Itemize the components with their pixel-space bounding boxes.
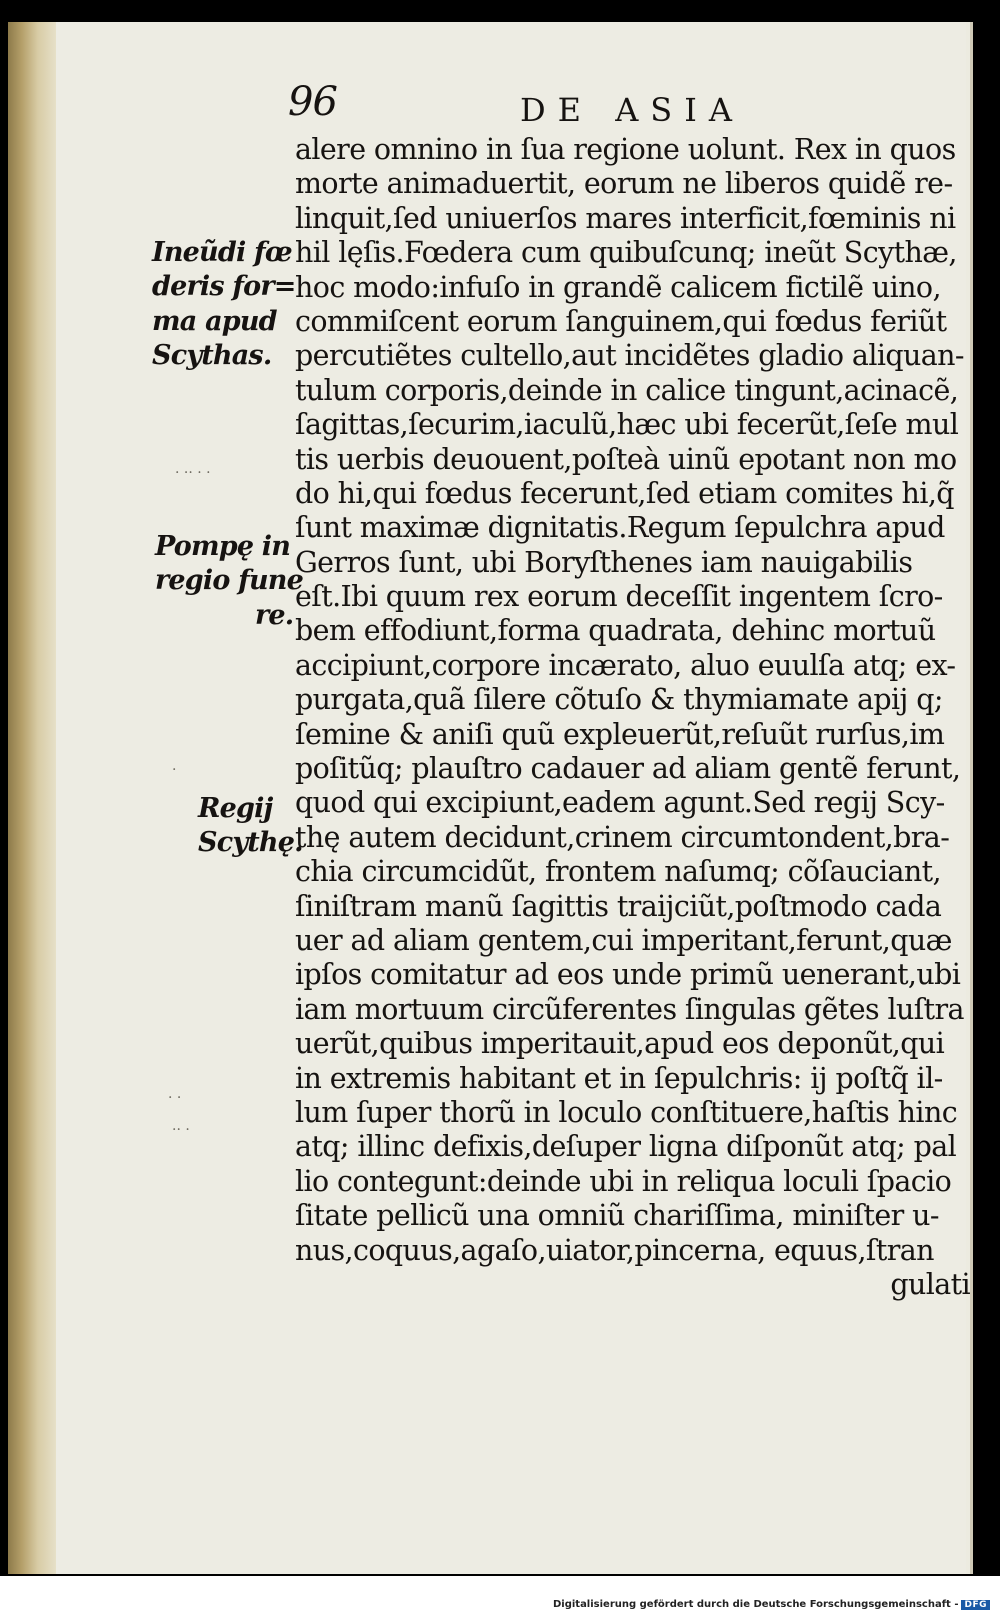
text-line: quod qui excipiunt,eadem agunt.Sed regij Scy-: [295, 786, 945, 820]
text-line: commiſcent eorum ſanguinem,qui fœdus feriũt: [295, 304, 947, 338]
text-line: accipiunt,corpore incærato, aluo euulſa atq; ex-: [295, 648, 956, 682]
text-line: thę autem decidunt,crinem circumtondent,bra-: [295, 820, 950, 854]
text-line: ſagittas,ſecurim,iaculũ,hæc ubi fecerũt,ſeſe mul: [295, 408, 959, 442]
text-line: tulum corporis,deinde in calice tingunt,acinacẽ,: [295, 373, 959, 407]
text-line: lio contegunt:deinde ubi in reliqua loculi ſpacio: [295, 1164, 952, 1198]
text-line: ſunt maximæ dignitatis.Regum ſepulchra apud: [295, 511, 945, 545]
text-line: poſitũq; plauſtro cadauer ad aliam gentẽ ferunt,: [295, 752, 961, 786]
text-line: hoc modo:infuſo in grandẽ calicem fictilẽ uino,: [295, 270, 941, 304]
text-line: Gerros ſunt, ubi Boryſthenes iam nauigabilis: [295, 545, 913, 579]
text-line: hil lęſis.Fœdera cum quibuſcunq; ineũt Scythæ,: [295, 236, 957, 270]
text-line: ſitate pellicũ una omniũ chariſſima, miniſter u-: [295, 1199, 939, 1233]
digitization-credit: [553, 1599, 990, 1610]
text-line: uerũt,quibus imperitauit,apud eos deponũt,qui: [295, 1027, 945, 1061]
margin-note-line: Regij: [198, 793, 273, 824]
text-line: atq; illinc defixis,deſuper ligna diſponũt atq; pal: [295, 1130, 957, 1164]
text-line: uer ad aliam gentem,cui imperitant,ferunt,quæ: [295, 923, 952, 957]
text-line: linquit,ſed uniuerſos mares interficit,fœminis ni: [295, 201, 956, 235]
margin-note-line: ma apud: [152, 305, 277, 337]
text-line: in extremis habitant et in ſepulchris: ij poſtq̃ il-: [295, 1061, 943, 1095]
page-number: 96: [288, 79, 337, 125]
text-line: morte animaduertit, eorum ne liberos quidẽ re-: [295, 167, 953, 201]
running-head: DE ASIA: [520, 91, 744, 129]
catchword: gulati: [890, 1267, 970, 1301]
text-line: bem effodiunt,forma quadrata, dehinc mortuũ: [295, 614, 936, 648]
ink-speck: · ·· · ·: [175, 465, 211, 481]
text-line: lum ſuper thorũ in loculo conſtituere,haſtis hinc: [295, 1095, 958, 1129]
margin-note-line: regio fune: [155, 565, 304, 597]
margin-note-line: deris for=: [152, 271, 296, 303]
ink-speck: ·: [172, 762, 177, 778]
text-line: percutiẽtes cultello,aut incidẽtes gladio aliquan-: [295, 339, 964, 373]
text-line: alere omnino in ſua regione uolunt. Rex in quos: [295, 133, 956, 166]
margin-note-treaty-form: [152, 236, 296, 374]
text-line: chia circumcidũt, frontem naſumq; cõſauciant,: [295, 855, 941, 889]
text-line: do hi,qui fœdus fecerunt,ſed etiam comites hi,q̃: [295, 476, 954, 510]
margin-note-line: Pompę in: [155, 531, 291, 562]
margin-note-line: re.: [255, 599, 294, 631]
margin-note-line: Scythę.: [198, 827, 303, 859]
text-line: iam mortuum circũferentes ſingulas gẽtes luſtra: [295, 992, 964, 1026]
body-text: [295, 133, 975, 1302]
text-line: purgata,quã ſilere cõtuſo & thymiamate apij q;: [295, 683, 943, 717]
text-line: eſt.Ibi quum rex eorum deceſſit ingentem ſcro-: [295, 580, 943, 614]
text-line: ſemine & aniſi quũ expleuerũt,reſuũt rurſus,im: [295, 717, 945, 751]
margin-note-line: Scythas.: [152, 340, 272, 372]
text-line: ipſos comitatur ad eos unde primũ uenerant,ubi: [295, 958, 961, 992]
text-line: ſiniſtram manũ ſagittis traijciũt,poſtmodo cada: [295, 889, 942, 923]
ink-speck: · ·: [168, 1090, 182, 1106]
margin-note-royal-funeral: [155, 530, 303, 633]
ink-speck: ·· ·: [172, 1122, 190, 1138]
credit-text: Digitalisierung gefördert durch die Deutsche Forschungsgemeinschaft -: [552, 1599, 959, 1610]
margin-note-line: Ineũdi fœ: [152, 237, 292, 268]
text-line: nus,coquus,agaſo,uiator,pincerna, equus,ſtran: [295, 1233, 934, 1267]
dfg-logo: DFG: [961, 1600, 990, 1610]
text-line: tis uerbis deuouent,poſteà uinũ epotant non mo: [295, 442, 957, 476]
margin-note-royal-scythians: [198, 792, 303, 861]
